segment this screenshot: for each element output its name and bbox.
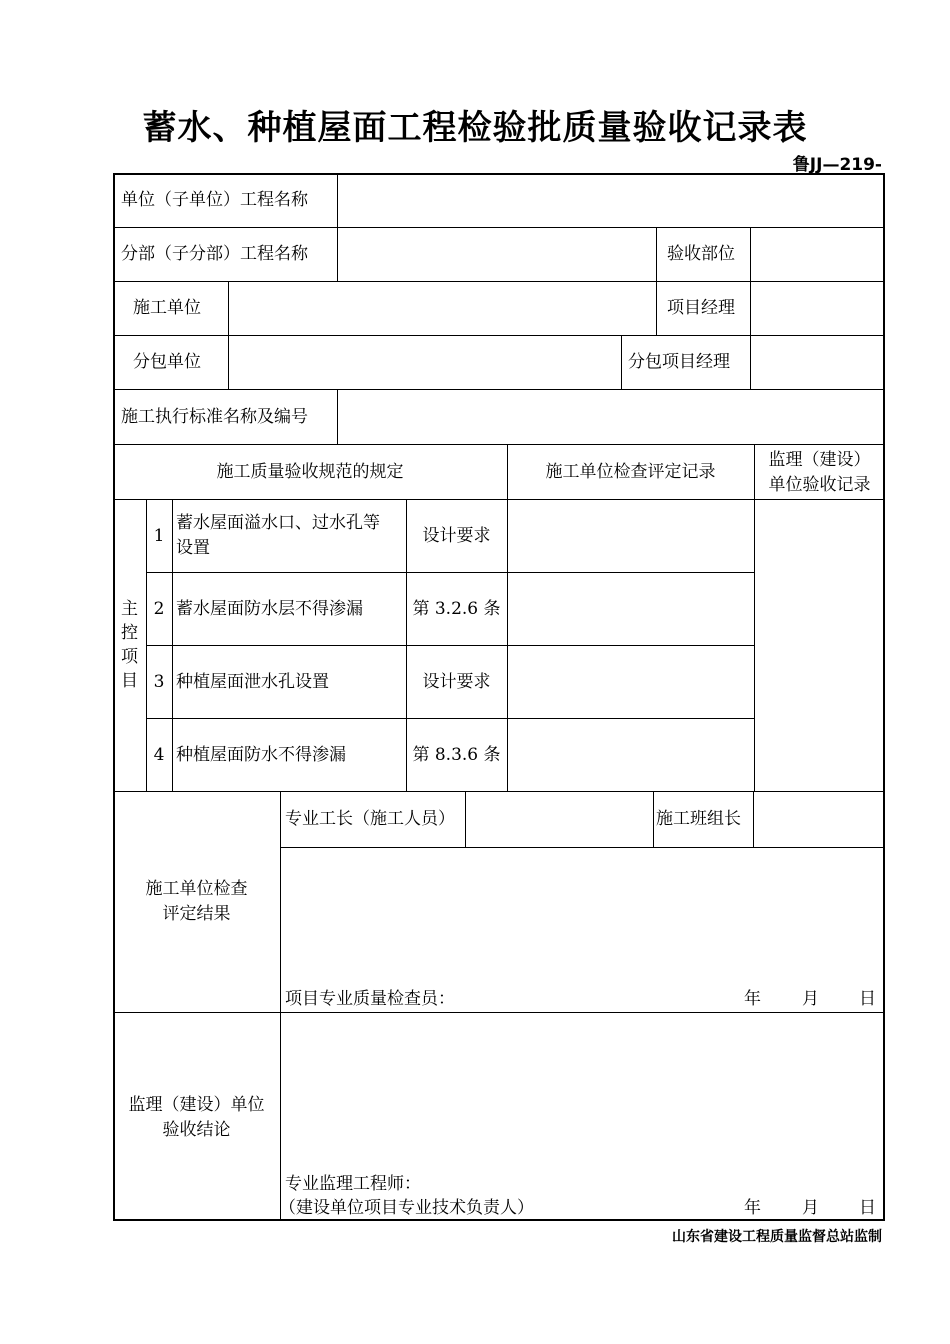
team-leader-label: 施工班组长 xyxy=(656,809,741,829)
construction-unit-label: 施工单位 xyxy=(133,298,201,318)
project-manager-label: 项目经理 xyxy=(667,298,735,318)
date-day: 日 xyxy=(859,989,876,1009)
row-divider xyxy=(113,791,885,792)
col-divider xyxy=(337,173,338,227)
issuer-footer: 山东省建设工程质量监督总站监制 xyxy=(672,1229,882,1245)
item-description: 蓄水屋面防水层不得渗漏 xyxy=(176,599,363,619)
supervisor-conclusion-label-line1: 监理（建设）单位 xyxy=(128,1095,265,1115)
col-divider xyxy=(172,499,173,791)
col-divider xyxy=(280,791,281,1221)
standard-label: 施工执行标准名称及编号 xyxy=(121,407,308,427)
subcontract-manager-label: 分包项目经理 xyxy=(628,352,730,372)
item-number: 1 xyxy=(153,526,165,546)
form-code: 鲁JJ—219- xyxy=(792,155,882,175)
item-description: 种植屋面泄水孔设置 xyxy=(176,672,329,692)
supervising-engineer-label: 专业监理工程师： xyxy=(285,1174,421,1194)
date-year: 年 xyxy=(744,989,761,1009)
row-divider xyxy=(113,499,885,500)
acceptance-part-label: 验收部位 xyxy=(667,244,735,264)
item-description: 设置 xyxy=(176,538,210,558)
date-month: 月 xyxy=(802,989,819,1009)
supervisor-conclusion-label-line2: 验收结论 xyxy=(162,1120,231,1140)
main-control-label-char: 主 xyxy=(121,599,138,619)
row-divider xyxy=(113,227,885,228)
unit-project-label: 单位（子单位）工程名称 xyxy=(121,190,308,210)
main-control-label-char: 项 xyxy=(121,647,138,667)
contractor-record-header: 施工单位检查评定记录 xyxy=(545,462,716,482)
contractor-result-label-line1: 施工单位检查 xyxy=(145,879,248,899)
date-year: 年 xyxy=(744,1198,761,1218)
item-requirement: 第 8.3.6 条 xyxy=(412,745,501,765)
supervisor-record-header-line1: 监理（建设） xyxy=(768,450,871,470)
col-divider xyxy=(228,281,229,389)
contractor-result-label-line2: 评定结果 xyxy=(162,904,231,924)
item-requirement: 设计要求 xyxy=(422,672,491,692)
item-number: 2 xyxy=(153,599,165,619)
item-description: 蓄水屋面溢水口、过水孔等 xyxy=(176,513,380,533)
sub-project-label: 分部（子分部）工程名称 xyxy=(121,244,308,264)
quality-inspector-label: 项目专业质量检查员： xyxy=(285,989,455,1009)
form-title: 蓄水、种植屋面工程检验批质量验收记录表 xyxy=(142,108,808,148)
subcontract-unit-label: 分包单位 xyxy=(133,352,201,372)
row-divider xyxy=(113,1012,885,1013)
row-divider xyxy=(113,444,885,445)
col-divider xyxy=(621,335,622,389)
item-number: 4 xyxy=(153,745,165,765)
col-divider xyxy=(656,227,657,335)
item-divider xyxy=(146,572,754,573)
item-description: 种植屋面防水不得渗漏 xyxy=(176,745,346,765)
row-divider xyxy=(113,389,885,390)
col-divider xyxy=(507,444,508,791)
supervisor-record-header-line2: 单位验收记录 xyxy=(768,475,871,495)
col-divider xyxy=(465,791,466,847)
col-divider xyxy=(750,227,751,389)
spec-header: 施工质量验收规范的规定 xyxy=(216,462,404,482)
owner-representative-label: （建设单位项目专业技术负责人） xyxy=(279,1198,534,1218)
row-divider xyxy=(280,847,885,848)
item-divider xyxy=(146,645,754,646)
date-month: 月 xyxy=(802,1198,819,1218)
col-divider xyxy=(753,791,754,847)
item-divider xyxy=(146,718,754,719)
date-day: 日 xyxy=(859,1198,876,1218)
col-divider xyxy=(653,791,654,847)
item-number: 3 xyxy=(153,672,165,692)
item-requirement: 设计要求 xyxy=(422,526,491,546)
main-control-label-char: 目 xyxy=(121,671,138,691)
col-divider xyxy=(337,227,338,281)
main-control-label-char: 控 xyxy=(121,623,138,643)
foreman-label: 专业工长（施工人员） xyxy=(285,809,455,829)
col-divider xyxy=(337,389,338,444)
item-requirement: 第 3.2.6 条 xyxy=(412,599,501,619)
